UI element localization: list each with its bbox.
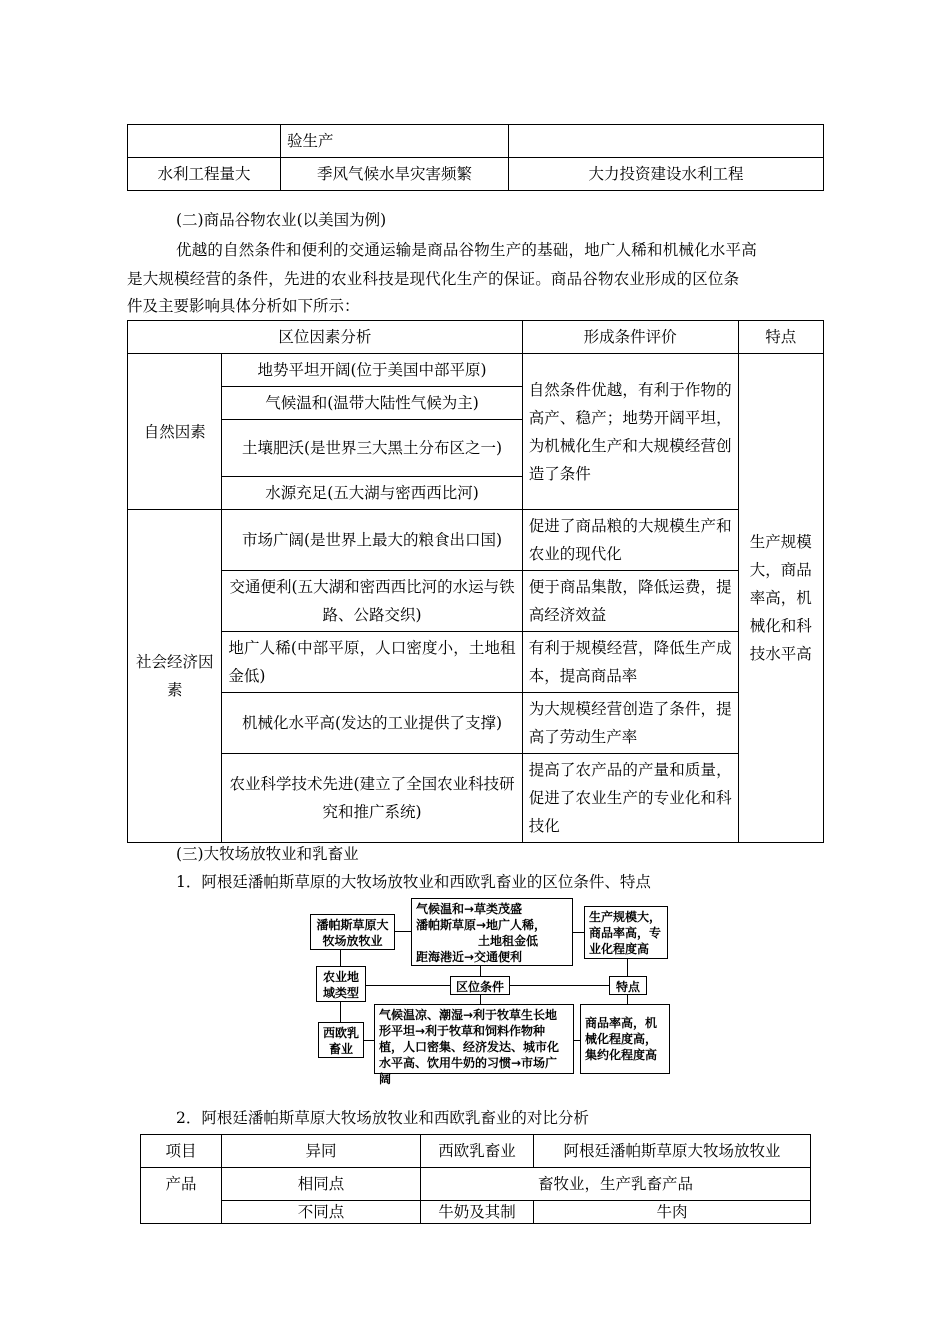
table-header: 西欧乳畜业 [421,1135,534,1168]
table-header: 异同 [222,1135,421,1168]
natural-label: 自然因素 [128,354,222,510]
connector-line [340,1002,341,1022]
eval-cell: 提高了农产品的产量和质量，促进了农业生产的专业化和科技化 [522,754,738,843]
factor-cell: 地势平坦开阔(位于美国中部平原) [222,354,522,387]
compare-table [140,1134,811,1224]
factor-cell: 土壤肥沃(是世界三大黑土分布区之一) [222,420,522,477]
list-item: 1．阿根廷潘帕斯草原的大牧场放牧业和西欧乳畜业的区位条件、特点 [176,873,651,891]
connector-line [627,959,628,976]
natural-eval: 自然条件优越，有利于作物的高产、稳产；地势开阔平坦，为机械化生产和大规模经营创造了条件 [522,354,738,510]
condition-line: 潘帕斯草原→地广人稀， [416,918,547,932]
factor-cell: 交通便利(五大湖和密西西比河的水运与铁路、公路交织) [222,571,522,632]
feature-cell: 生产规模大，商品率高，机械化和科技水平高 [738,354,823,843]
eval-cell: 促进了商品粮的大规模生产和农业的现代化 [522,510,738,571]
diff-pampas: 牛肉 [534,1201,811,1224]
condition-line: 土地租金低 [478,934,539,948]
location-box: 区位条件 [450,976,510,995]
eval-cell: 有利于规模经营，降低生产成本，提高商品率 [522,632,738,693]
same-value: 畜牧业，生产乳畜产品 [421,1168,811,1201]
factor-cell: 市场广阔(是世界上最大的粮食出口国) [222,510,522,571]
connector-line [340,950,341,966]
factor-cell: 气候温和(温带大陆性气候为主) [222,387,522,420]
connector-line [364,1040,374,1041]
type-box: 农业地域类型 [316,966,366,1002]
table-header: 阿根廷潘帕斯草原大牧场放牧业 [534,1135,811,1168]
connector-line [480,966,481,976]
table-header: 形成条件评价 [522,321,738,354]
connector-line [366,985,450,986]
row-label: 产品 [141,1168,222,1224]
pampas-feature-box: 生产规模大，商品率高，专业化程度高 [584,906,668,959]
paragraph-line: 件及主要影响具体分析如下所示： [127,297,360,315]
connector-line [627,995,628,1004]
table-header: 区位因素分析 [128,321,523,354]
paragraph-line: 是大规模经营的条件，先进的农业科技是现代化生产的保证。商品谷物农业形成的区位条 [127,270,740,288]
connector-line [395,931,411,932]
top-cell: 验生产 [281,125,509,158]
condition-line: 气候温和→草类茂盛 [416,902,523,916]
condition-line: 距海港近→交通便利 [416,950,523,964]
factor-cell: 农业科学技术先进(建立了全国农业科技研究和推广系统) [222,754,522,843]
top-cell: 水利工程量大 [128,158,281,191]
eval-cell: 便于商品集散，降低运费，提高经济效益 [522,571,738,632]
connector-line [574,1040,580,1041]
dairy-conditions-box: 气候温凉、潮湿→利于牧草生长地形平坦→利于牧草和饲料作物种植，人口密集、经济发达、城市化水平高、饮用牛奶的习惯→市场广阔 [374,1004,574,1074]
paragraph-line: 优越的自然条件和便利的交通运输是商品谷物生产的基础，地广人稀和机械化水平高 [176,241,757,259]
grain-table [127,320,824,843]
diff-label: 不同点 [222,1201,421,1224]
section-heading: (三)大牧场放牧业和乳畜业 [176,845,359,863]
section-heading: (二)商品谷物农业(以美国为例) [176,211,387,229]
factor-cell: 水源充足(五大湖与密西西比河) [222,477,522,510]
list-item: 2．阿根廷潘帕斯草原大牧场放牧业和西欧乳畜业的对比分析 [176,1109,589,1127]
table-header: 项目 [141,1135,222,1168]
eval-cell: 为大规模经营创造了条件，提高了劳动生产率 [522,693,738,754]
factor-cell: 地广人稀(中部平原，人口密度小，土地租金低) [222,632,522,693]
pampas-conditions-box [411,898,573,966]
pampas-box: 潘帕斯草原大牧场放牧业 [310,914,395,950]
connector-line [573,932,584,933]
top-cell: 季风气候水旱灾害频繁 [281,158,509,191]
social-label: 社会经济因素 [128,510,222,843]
factor-cell: 机械化水平高(发达的工业提供了支撑) [222,693,522,754]
feature-box: 特点 [609,976,647,995]
table-header: 特点 [738,321,823,354]
connector-line [480,995,481,1004]
top-cell: 大力投资建设水利工程 [509,158,824,191]
same-label: 相同点 [222,1168,421,1201]
connector-line [510,985,609,986]
top-cell [509,125,824,158]
dairy-feature-box: 商品率高，机械化程度高，集约化程度高 [580,1004,670,1074]
top-table [127,124,824,191]
diff-dairy: 牛奶及其制 [421,1201,534,1224]
top-cell [128,125,281,158]
dairy-box: 西欧乳畜业 [318,1022,364,1058]
